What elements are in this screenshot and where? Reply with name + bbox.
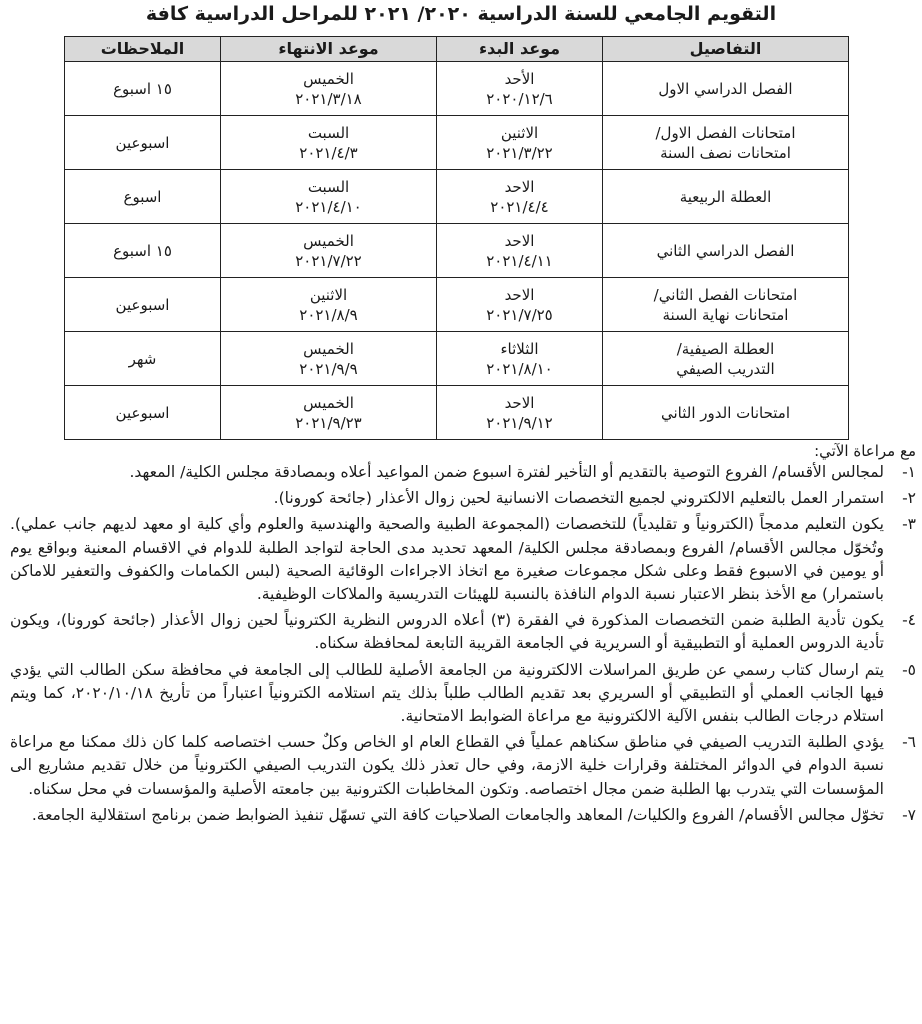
header-start: موعد البدء bbox=[437, 37, 603, 62]
note-text: يكون التعليم مدمجاً (الكترونياً و تقليدياً) للتخصصات (المجموعة الطبية والصحية والهندسية والعلوم وأي كلية او معهد لديهم جانب عملي). وتُخوّل مجالس الأقسام/ الفروع وبمصادقة مجلس الكلية/ المعهد تحديد مدى الحاجة لتواجد الطلبة للدوام في الاقسام المعنية وبواقع يوم أو يومين في الاسبوع فقط وعلى شكل مجموعات صغيرة مع اتخاذ الاجراءات الوقائية الصحية (لبس الكمامات والكفوف والتعفير للاماكن باستمرار) مع الأخذ بنظر الاعتبار نسبة الدوام النافذة بالنسبة للهيئات التدريسية والملاكات الوظيفية. bbox=[10, 515, 884, 604]
start-day: الاحد bbox=[504, 393, 535, 412]
details-line: امتحانات الدور الثاني bbox=[661, 403, 790, 422]
start-date: ٢٠٢١/٤/٤ bbox=[490, 197, 549, 216]
end-day: الخميس bbox=[303, 393, 354, 412]
note-text: تخوّل مجالس الأقسام/ الفروع والكليات/ المعاهد والجامعات الصلاحيات كافة التي تسهّل تنفيذ الضوابط ضمن برنامج استقلالية الجامعة. bbox=[31, 805, 884, 824]
note-number: ٦- bbox=[902, 733, 916, 752]
cell-start bbox=[437, 278, 603, 332]
end-date: ٢٠٢١/٩/٩ bbox=[299, 359, 358, 378]
cell-end bbox=[221, 224, 437, 278]
cell-note: اسبوعين bbox=[65, 386, 221, 440]
note-number: ٣- bbox=[902, 515, 916, 534]
end-date: ٢٠٢١/٧/٢٢ bbox=[295, 251, 362, 270]
notes-list bbox=[10, 461, 916, 830]
cell-start bbox=[437, 332, 603, 386]
note-text: يكون تأدية الطلبة ضمن التخصصات المذكورة في الفقرة (٣) أعلاه الدروس النظرية الكترونياً لحين زوال الأعذار (جائحة كورونا)، ويكون تأدية الدروس العملية أو التطبيقية أو السريرية في الجامعة القريبة التابعة لمحافظة سكناه. bbox=[10, 611, 884, 653]
cell-start bbox=[437, 386, 603, 440]
start-date: ٢٠٢١/٨/١٠ bbox=[486, 359, 553, 378]
details-line: العطلة الصيفية/ bbox=[676, 339, 775, 358]
table-row bbox=[65, 224, 849, 278]
details-line: امتحانات الفصل الثاني/ bbox=[653, 285, 798, 304]
note-item bbox=[10, 609, 916, 655]
note-text: لمجالس الأقسام/ الفروع التوصية بالتقديم أو التأخير لفترة اسبوع ضمن المواعيد أعلاه وبمصادقة مجلس الكلية/ المعهد. bbox=[129, 463, 884, 481]
cell-end bbox=[221, 62, 437, 116]
details-line: العطلة الربيعية bbox=[679, 187, 772, 206]
cell-start bbox=[437, 224, 603, 278]
start-date: ٢٠٢١/٣/٢٢ bbox=[486, 143, 553, 162]
details-line: امتحانات نصف السنة bbox=[660, 143, 791, 162]
notes-intro: مع مراعاة الآتي: bbox=[814, 442, 916, 460]
end-day: السبت bbox=[307, 177, 350, 196]
cell-details bbox=[603, 62, 849, 116]
table-row bbox=[65, 170, 849, 224]
cell-note: ١٥ اسبوع bbox=[65, 224, 221, 278]
end-day: الخميس bbox=[303, 339, 354, 358]
cell-details bbox=[603, 332, 849, 386]
cell-end bbox=[221, 116, 437, 170]
header-details: التفاصيل bbox=[603, 37, 849, 62]
table-row bbox=[65, 62, 849, 116]
header-notes: الملاحظات bbox=[65, 37, 221, 62]
cell-details bbox=[603, 278, 849, 332]
start-date: ٢٠٢١/٧/٢٥ bbox=[486, 305, 553, 324]
note-text: يؤدي الطلبة التدريب الصيفي في مناطق سكناهم عملياً في القطاع العام او الخاص وكلٌ حسب اختصاصه كلما كان ذلك ممكنا مع مراعاة نسبة الدوام في الدوائر المختلفة وقرارات خلية الازمة، وفي حال تعذر ذلك يكون التدريب الصيفي الكترونياً من خلال تقديم مشاريع الى المؤسسات التي يتدرب بها الطلبة ضمن مجال اختصاصه. وتكون المخاطبات الكترونية بين جامعته الأصلية والمؤسسات في محل سكناه. bbox=[10, 733, 884, 798]
table-row bbox=[65, 278, 849, 332]
note-item bbox=[10, 461, 916, 484]
details-line: امتحانات الفصل الاول/ bbox=[655, 123, 796, 142]
note-text: استمرار العمل بالتعليم الالكتروني لجميع التخصصات الانسانية لحين زوال الأعذار (جائحة كورونا). bbox=[273, 489, 884, 508]
cell-end bbox=[221, 170, 437, 224]
academic-calendar-table bbox=[64, 36, 849, 440]
end-day: الخميس bbox=[303, 69, 354, 88]
note-item bbox=[10, 659, 916, 729]
note-item bbox=[10, 804, 916, 827]
note-number: ١- bbox=[902, 463, 916, 481]
end-date: ٢٠٢١/٣/١٨ bbox=[295, 89, 362, 108]
header-end: موعد الانتهاء bbox=[221, 37, 437, 62]
start-day: الاحد bbox=[504, 285, 535, 304]
start-date: ٢٠٢١/٩/١٢ bbox=[486, 413, 553, 432]
end-day: الاثنين bbox=[309, 285, 348, 304]
note-number: ٢- bbox=[902, 489, 916, 508]
cell-end bbox=[221, 386, 437, 440]
start-date: ٢٠٢١/٤/١١ bbox=[486, 251, 553, 270]
details-line: التدريب الصيفي bbox=[676, 359, 775, 378]
cell-end bbox=[221, 278, 437, 332]
cell-details bbox=[603, 386, 849, 440]
table-header-row bbox=[65, 37, 849, 62]
cell-note: اسبوعين bbox=[65, 278, 221, 332]
cell-details bbox=[603, 170, 849, 224]
cell-note: ١٥ اسبوع bbox=[65, 62, 221, 116]
end-date: ٢٠٢١/٤/١٠ bbox=[295, 197, 362, 216]
cell-details bbox=[603, 116, 849, 170]
start-day: الثلاثاء bbox=[500, 339, 539, 358]
start-day: الأحد bbox=[504, 69, 535, 88]
start-day: الاثنين bbox=[500, 123, 539, 142]
cell-details bbox=[603, 224, 849, 278]
table-row bbox=[65, 332, 849, 386]
cell-start bbox=[437, 116, 603, 170]
start-day: الاحد bbox=[504, 177, 535, 196]
table-row bbox=[65, 116, 849, 170]
end-day: السبت bbox=[307, 123, 350, 142]
note-item bbox=[10, 731, 916, 801]
cell-start bbox=[437, 170, 603, 224]
cell-note: اسبوع bbox=[65, 170, 221, 224]
note-number: ٥- bbox=[902, 660, 916, 679]
note-number: ٧- bbox=[902, 805, 916, 824]
document-title: التقويم الجامعي للسنة الدراسية ٢٠٢٠/ ٢٠٢١ للمراحل الدراسية كافة bbox=[145, 3, 777, 25]
cell-note: اسبوعين bbox=[65, 116, 221, 170]
end-date: ٢٠٢١/٩/٢٣ bbox=[295, 413, 362, 432]
end-date: ٢٠٢١/٨/٩ bbox=[299, 305, 358, 324]
note-item bbox=[10, 513, 916, 606]
start-day: الاحد bbox=[504, 231, 535, 250]
details-line: امتحانات نهاية السنة bbox=[662, 305, 789, 324]
cell-note: شهر bbox=[65, 332, 221, 386]
cell-end bbox=[221, 332, 437, 386]
note-number: ٤- bbox=[902, 611, 916, 630]
end-day: الخميس bbox=[303, 231, 354, 250]
table-row bbox=[65, 386, 849, 440]
start-date: ٢٠٢٠/١٢/٦ bbox=[486, 89, 553, 108]
cell-start bbox=[437, 62, 603, 116]
end-date: ٢٠٢١/٤/٣ bbox=[299, 143, 358, 162]
note-item bbox=[10, 487, 916, 510]
details-line: الفصل الدراسي الثاني bbox=[656, 241, 795, 260]
table-body bbox=[65, 62, 849, 440]
note-text: يتم ارسال كتاب رسمي عن طريق المراسلات الالكترونية من الجامعة الأصلية للطالب إلى الجامعة في محافظة سكن الطالب التي يؤدي فيها الجانب العملي أو التطبيقي أو السريري بعد تقديم الطالب طلباً بذلك يتم استلامه الكترونياً اعتباراً من تأريخ ٢٠٢٠/١٠/١٨، كما ويتم استلام درجات الطالب بنفس الآلية الالكترونية مع مراعاة الضوابط الامتحانية. bbox=[10, 660, 884, 726]
details-line: الفصل الدراسي الاول bbox=[658, 79, 793, 98]
